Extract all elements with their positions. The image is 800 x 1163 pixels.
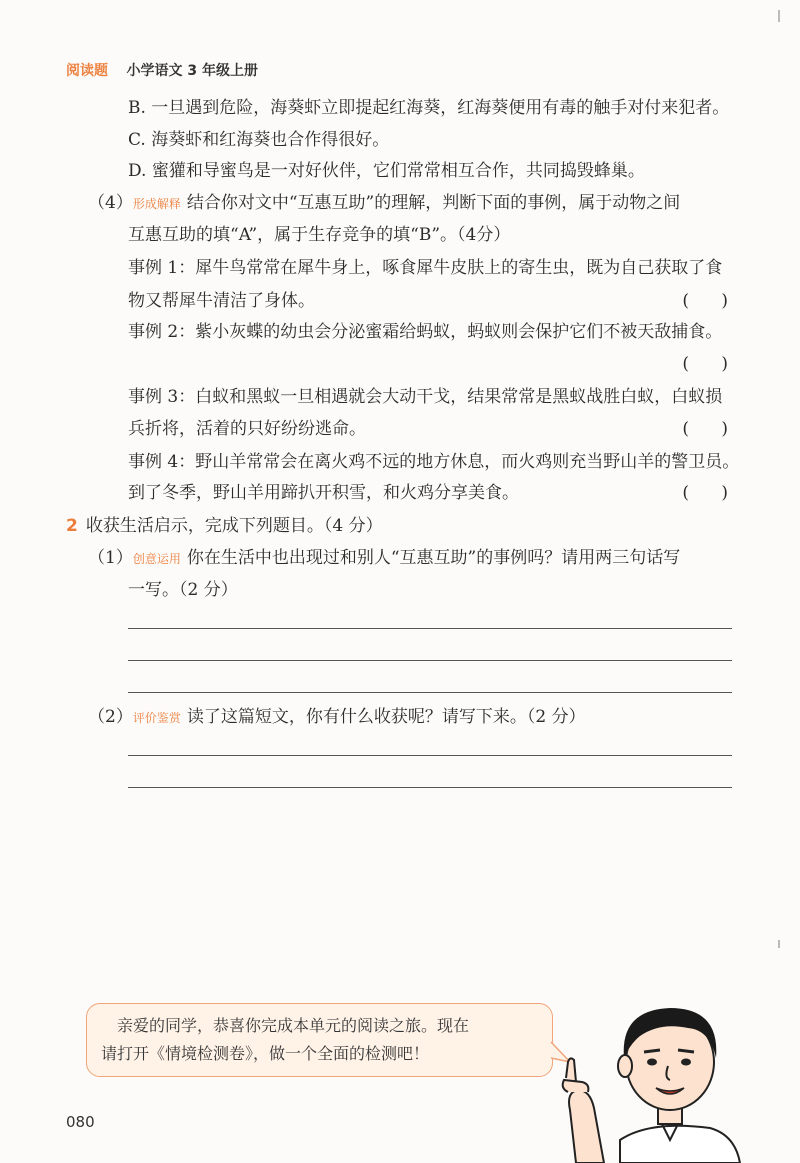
q2-part2-keyword: 评价鉴赏 [132,711,181,725]
q4-number: （4） [88,193,133,213]
q2-part1-number: （1） [88,548,133,568]
bubble-line-2: 请打开《情境检测卷》，做一个全面的检测吧！ [101,1044,430,1063]
example-4a: 事例 4：野山羊常常会在离火鸡不远的地方休息，而火鸡则充当野山羊的警卫员。 [128,452,740,472]
bubble-line-1: 亲爱的同学，恭喜你完成本单元的阅读之旅。现在 [117,1016,470,1035]
q2-part1-text2: 一写。（2 分） [128,580,238,600]
writing-line[interactable] [128,755,732,756]
q2-title-line [66,514,383,538]
q4-text1: 结合你对文中“互惠互助”的理解，判断下面的事例，属于动物之间 [186,193,681,213]
q2-part1-line [88,546,680,571]
page-header [66,60,258,80]
example-1a: 事例 1：犀牛鸟常常在犀牛身上，啄食犀牛皮肤上的寄生虫，既为自己获取了食 [128,258,723,278]
q4-keyword: 形成解释 [132,197,181,211]
example-3a: 事例 3：白蚁和黑蚁一旦相遇就会大动干戈，结果常常是黑蚁战胜白蚁，白蚁损 [128,387,723,407]
q2-number: 2 [66,516,78,536]
option-b: B. 一旦遇到危险，海葵虾立即提起红海葵，红海葵便用有毒的触手对付来犯者。 [128,98,730,118]
writing-line[interactable] [128,628,732,629]
q2-part1-text: 你在生活中也出现过和别人“互惠互助”的事例吗？请用两三句话写 [186,548,681,568]
option-d: D. 蜜獾和导蜜鸟是一对好伙伴，它们常常相互合作，共同捣毁蜂巢。 [128,161,645,181]
example-2a: 事例 2：紫小灰蝶的幼虫会分泌蜜霜给蚂蚁，蚂蚁则会保护它们不被天敌捕食。 [128,322,723,342]
speech-bubble [86,1003,553,1077]
answer-blank-2[interactable]: ( ) [682,354,728,374]
q2-part1-keyword: 创意运用 [132,552,181,566]
answer-blank-1[interactable]: ( ) [682,291,728,311]
page-edge-mark [778,940,780,948]
example-3b: 兵折将，活着的只好纷纷逃命。 [128,419,366,439]
q2-part2-number: （2） [88,707,133,727]
writing-line[interactable] [128,787,732,788]
q4-text2: 互惠互助的填“A”，属于生存竞争的填“B”。（4分） [128,225,511,245]
page-edge-mark [778,10,780,22]
header-tag: 阅读题 [66,63,108,79]
q2-part2-text: 读了这篇短文，你有什么收获呢？请写下来。（2 分） [186,707,586,727]
writing-line[interactable] [128,660,732,661]
writing-line[interactable] [128,692,732,693]
q4-line1 [88,191,680,216]
header-book: 小学语文 3 年级上册 [126,63,258,79]
page-number: 080 [66,1113,95,1131]
q2-title: 收获生活启示，完成下列题目。（4 分） [85,516,383,536]
q2-part2-line [88,705,586,730]
boy-character-illustration [560,1000,760,1163]
answer-blank-4[interactable]: ( ) [682,483,728,503]
option-c: C. 海葵虾和红海葵也合作得很好。 [128,130,390,150]
example-1b: 物又帮犀牛清洁了身体。 [128,291,315,311]
example-4b: 到了冬季，野山羊用蹄扒开积雪，和火鸡分享美食。 [128,483,519,503]
answer-blank-3[interactable]: ( ) [682,419,728,439]
